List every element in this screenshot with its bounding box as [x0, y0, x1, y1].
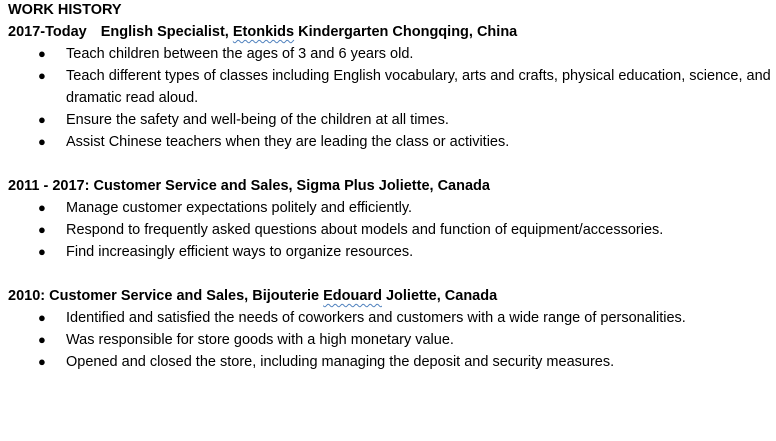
bullet-text: Opened and closed the store, including managing the deposit and security measures.	[66, 354, 615, 370]
list-item	[8, 109, 776, 131]
list-item	[8, 43, 776, 65]
job-title-part: Customer Service and Sales, Bijouterie	[49, 288, 324, 304]
bullet-text: Teach different types of classes including English vocabulary, arts and crafts, physical education, science, and dramatic read aloud.	[66, 68, 771, 106]
bullet-list	[8, 307, 776, 373]
list-item	[8, 307, 776, 329]
bullet-text: Find increasingly efficient ways to organize resources.	[66, 244, 414, 260]
list-item	[8, 351, 776, 373]
bullet-icon: ●	[38, 68, 46, 83]
section-heading: WORK HISTORY	[8, 2, 122, 18]
job-heading	[8, 21, 776, 43]
job-title-part: Joliette, Canada	[381, 288, 498, 304]
bullet-icon: ●	[38, 244, 46, 259]
bullet-text: Manage customer expectations politely and efficiently.	[66, 200, 413, 216]
list-item	[8, 65, 776, 109]
list-item	[8, 131, 776, 153]
job-heading	[8, 175, 776, 197]
bullet-icon: ●	[38, 200, 46, 215]
bullet-icon: ●	[38, 354, 46, 369]
bullet-list	[8, 197, 776, 263]
job-entry-1	[8, 21, 776, 153]
job-title-part: English Specialist,	[100, 24, 233, 40]
bullet-text: Assist Chinese teachers when they are leading the class or activities.	[66, 134, 510, 150]
job-entry-2	[8, 175, 776, 263]
bullet-icon: ●	[38, 332, 46, 347]
bullet-icon: ●	[38, 310, 46, 325]
bullet-text: Respond to frequently asked questions about models and function of equipment/accessories.	[66, 222, 664, 238]
bullet-icon: ●	[38, 46, 46, 61]
bullet-text: Identified and satisfied the needs of coworkers and customers with a wide range of personalities.	[66, 310, 686, 326]
bullet-icon: ●	[38, 112, 46, 127]
bullet-list	[8, 43, 776, 153]
job-title-part: Customer Service and Sales, Sigma Plus Joliette, Canada	[93, 178, 490, 194]
job-title-part: Kindergarten Chongqing, China	[294, 24, 518, 40]
list-item	[8, 241, 776, 263]
job-date: 2011 - 2017:	[8, 178, 90, 194]
list-item	[8, 329, 776, 351]
bullet-text: Was responsible for store goods with a high monetary value.	[66, 332, 454, 348]
bullet-icon: ●	[38, 222, 46, 237]
spellcheck-flagged-word: Etonkids	[232, 24, 295, 40]
bullet-text: Ensure the safety and well-being of the children at all times.	[66, 112, 449, 128]
list-item	[8, 219, 776, 241]
job-date: 2017-Today	[8, 24, 87, 40]
job-heading	[8, 285, 776, 307]
bullet-text: Teach children between the ages of 3 and 6 years old.	[66, 46, 414, 62]
spellcheck-flagged-word: Edouard	[323, 288, 382, 304]
job-date: 2010:	[8, 288, 46, 304]
job-entry-3	[8, 285, 776, 373]
bullet-icon: ●	[38, 134, 46, 149]
list-item	[8, 197, 776, 219]
